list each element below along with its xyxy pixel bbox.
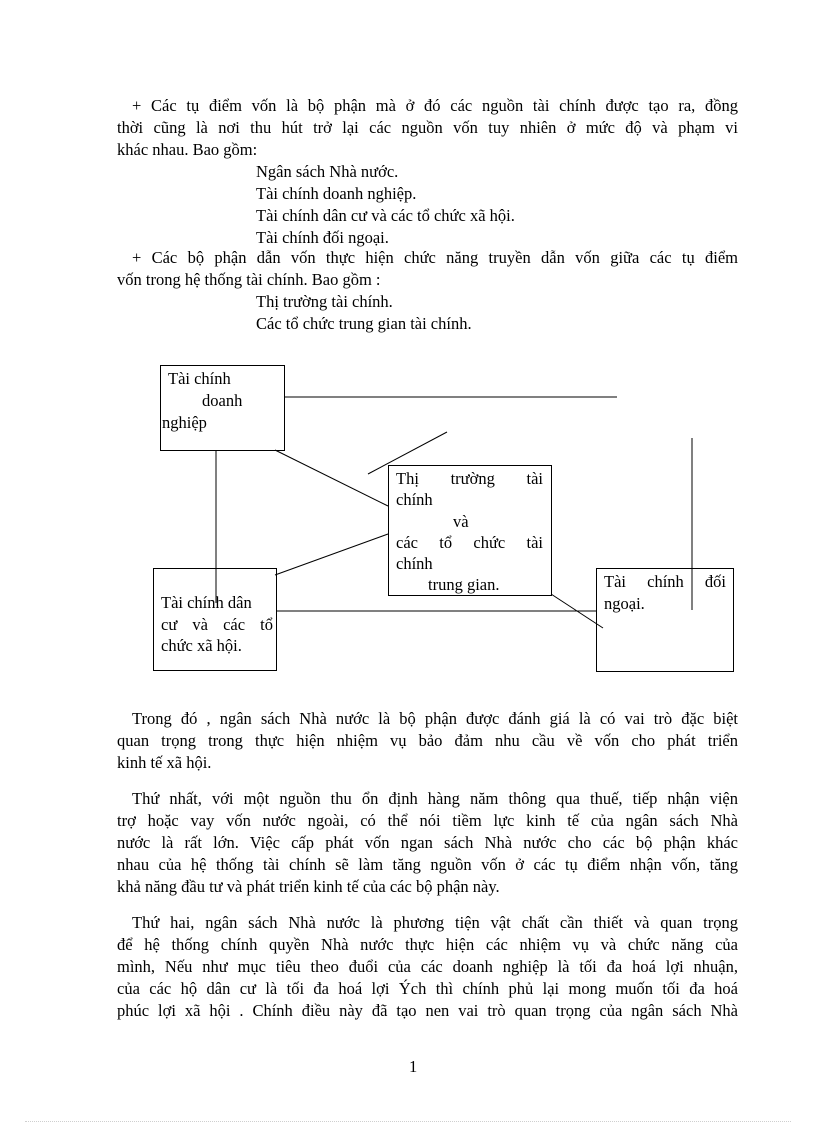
para5-line: để hệ thống chính quyền Nhà nước thực hiện các nhiệm vụ và chức năng của <box>117 935 738 954</box>
para1-line: + Các tụ điểm vốn là bộ phận mà ở đó các nguồn tài chính được tạo ra, đồng <box>132 96 738 115</box>
para4-line: trợ hoặc vay vốn nước ngoài, có thể nói tiềm lực kinh tế của ngân sách Nhà <box>117 811 738 830</box>
box-text: cư và các tổ <box>161 615 273 634</box>
box-text: doanh <box>202 391 243 410</box>
box-text: trung gian. <box>428 575 500 594</box>
box-text: Tài chính đối <box>604 572 726 591</box>
list-item: Tài chính doanh nghiệp. <box>256 184 417 203</box>
box-foreign-finance <box>596 568 734 672</box>
connector-line <box>275 534 388 575</box>
para4-line: nước là rất lớn. Việc cấp phát vốn ngan sách Nhà nước cho các bộ phận khác <box>117 833 738 852</box>
connector-line <box>275 450 388 506</box>
para2-line: vốn trong hệ thống tài chính. Bao gồm : <box>117 270 381 289</box>
box-text: Thị trường tài <box>396 469 543 488</box>
para3-line: quan trọng trong thực hiện nhiệm vụ bảo đảm nhu cầu về vốn cho phát triển <box>117 731 738 750</box>
para4-line: Thứ nhất, với một nguồn thu ổn định hàng năm thông qua thuế, tiếp nhận viện <box>132 789 738 808</box>
para4-line: nhau của hệ thống tài chính sẽ làm tăng nguồn vốn ở các tụ điểm nhận vốn, tăng <box>117 855 738 874</box>
para4-line: khả năng đầu tư và phát triển kinh tế của các bộ phận này. <box>117 877 500 896</box>
para5-line: của các hộ dân cư là tối đa hoá lợi Ých thì chính phủ lại mong muốn tối đa hoá <box>117 979 738 998</box>
box-household-finance <box>153 568 277 671</box>
box-text: ngoại. <box>604 594 645 613</box>
list-item: Ngân sách Nhà nước. <box>256 162 399 181</box>
box-enterprise-finance <box>160 365 285 451</box>
box-text: các tổ chức tài <box>396 533 543 552</box>
box-text: Tài chính <box>168 369 231 388</box>
list-item: Tài chính dân cư và các tổ chức xã hội. <box>256 206 515 225</box>
para3-line: Trong đó , ngân sách Nhà nước là bộ phận được đánh giá là có vai trò đặc biệt <box>132 709 738 728</box>
box-text: Tài chính dân <box>161 593 252 612</box>
box-text: và <box>453 512 469 531</box>
para1-line: thời cũng là nơi thu hút trở lại các nguồn vốn tuy nhiên ở mức độ và phạm vi <box>117 118 738 137</box>
para3-line: kinh tế xã hội. <box>117 753 212 772</box>
para5-line: phúc lợi xã hội . Chính điều này đã tạo nen vai trò quan trọng của ngân sách Nhà <box>117 1001 738 1020</box>
page-bottom-border <box>25 1121 791 1122</box>
para2-line: + Các bộ phận dẫn vốn thực hiện chức năng truyền dẫn vốn giữa các tụ điểm <box>132 248 738 267</box>
list-item: Thị trường tài chính. <box>256 292 393 311</box>
page-number: 1 <box>409 1057 418 1076</box>
box-text: chức xã hội. <box>161 636 242 655</box>
box-text: chính <box>396 490 433 509</box>
list-item: Tài chính đối ngoại. <box>256 228 389 247</box>
box-text: chính <box>396 554 433 573</box>
para1-line: khác nhau. Bao gồm: <box>117 140 258 159</box>
list-item: Các tổ chức trung gian tài chính. <box>256 314 472 333</box>
para5-line: mình, Nếu như mục tiêu theo đuổi của các doanh nghiệp là tối đa hoá lợi nhuận, <box>117 957 738 976</box>
box-text: nghiệp <box>162 413 207 432</box>
box-financial-market <box>388 465 552 596</box>
para5-line: Thứ hai, ngân sách Nhà nước là phương tiện vật chất cần thiết và quan trọng <box>132 913 738 932</box>
